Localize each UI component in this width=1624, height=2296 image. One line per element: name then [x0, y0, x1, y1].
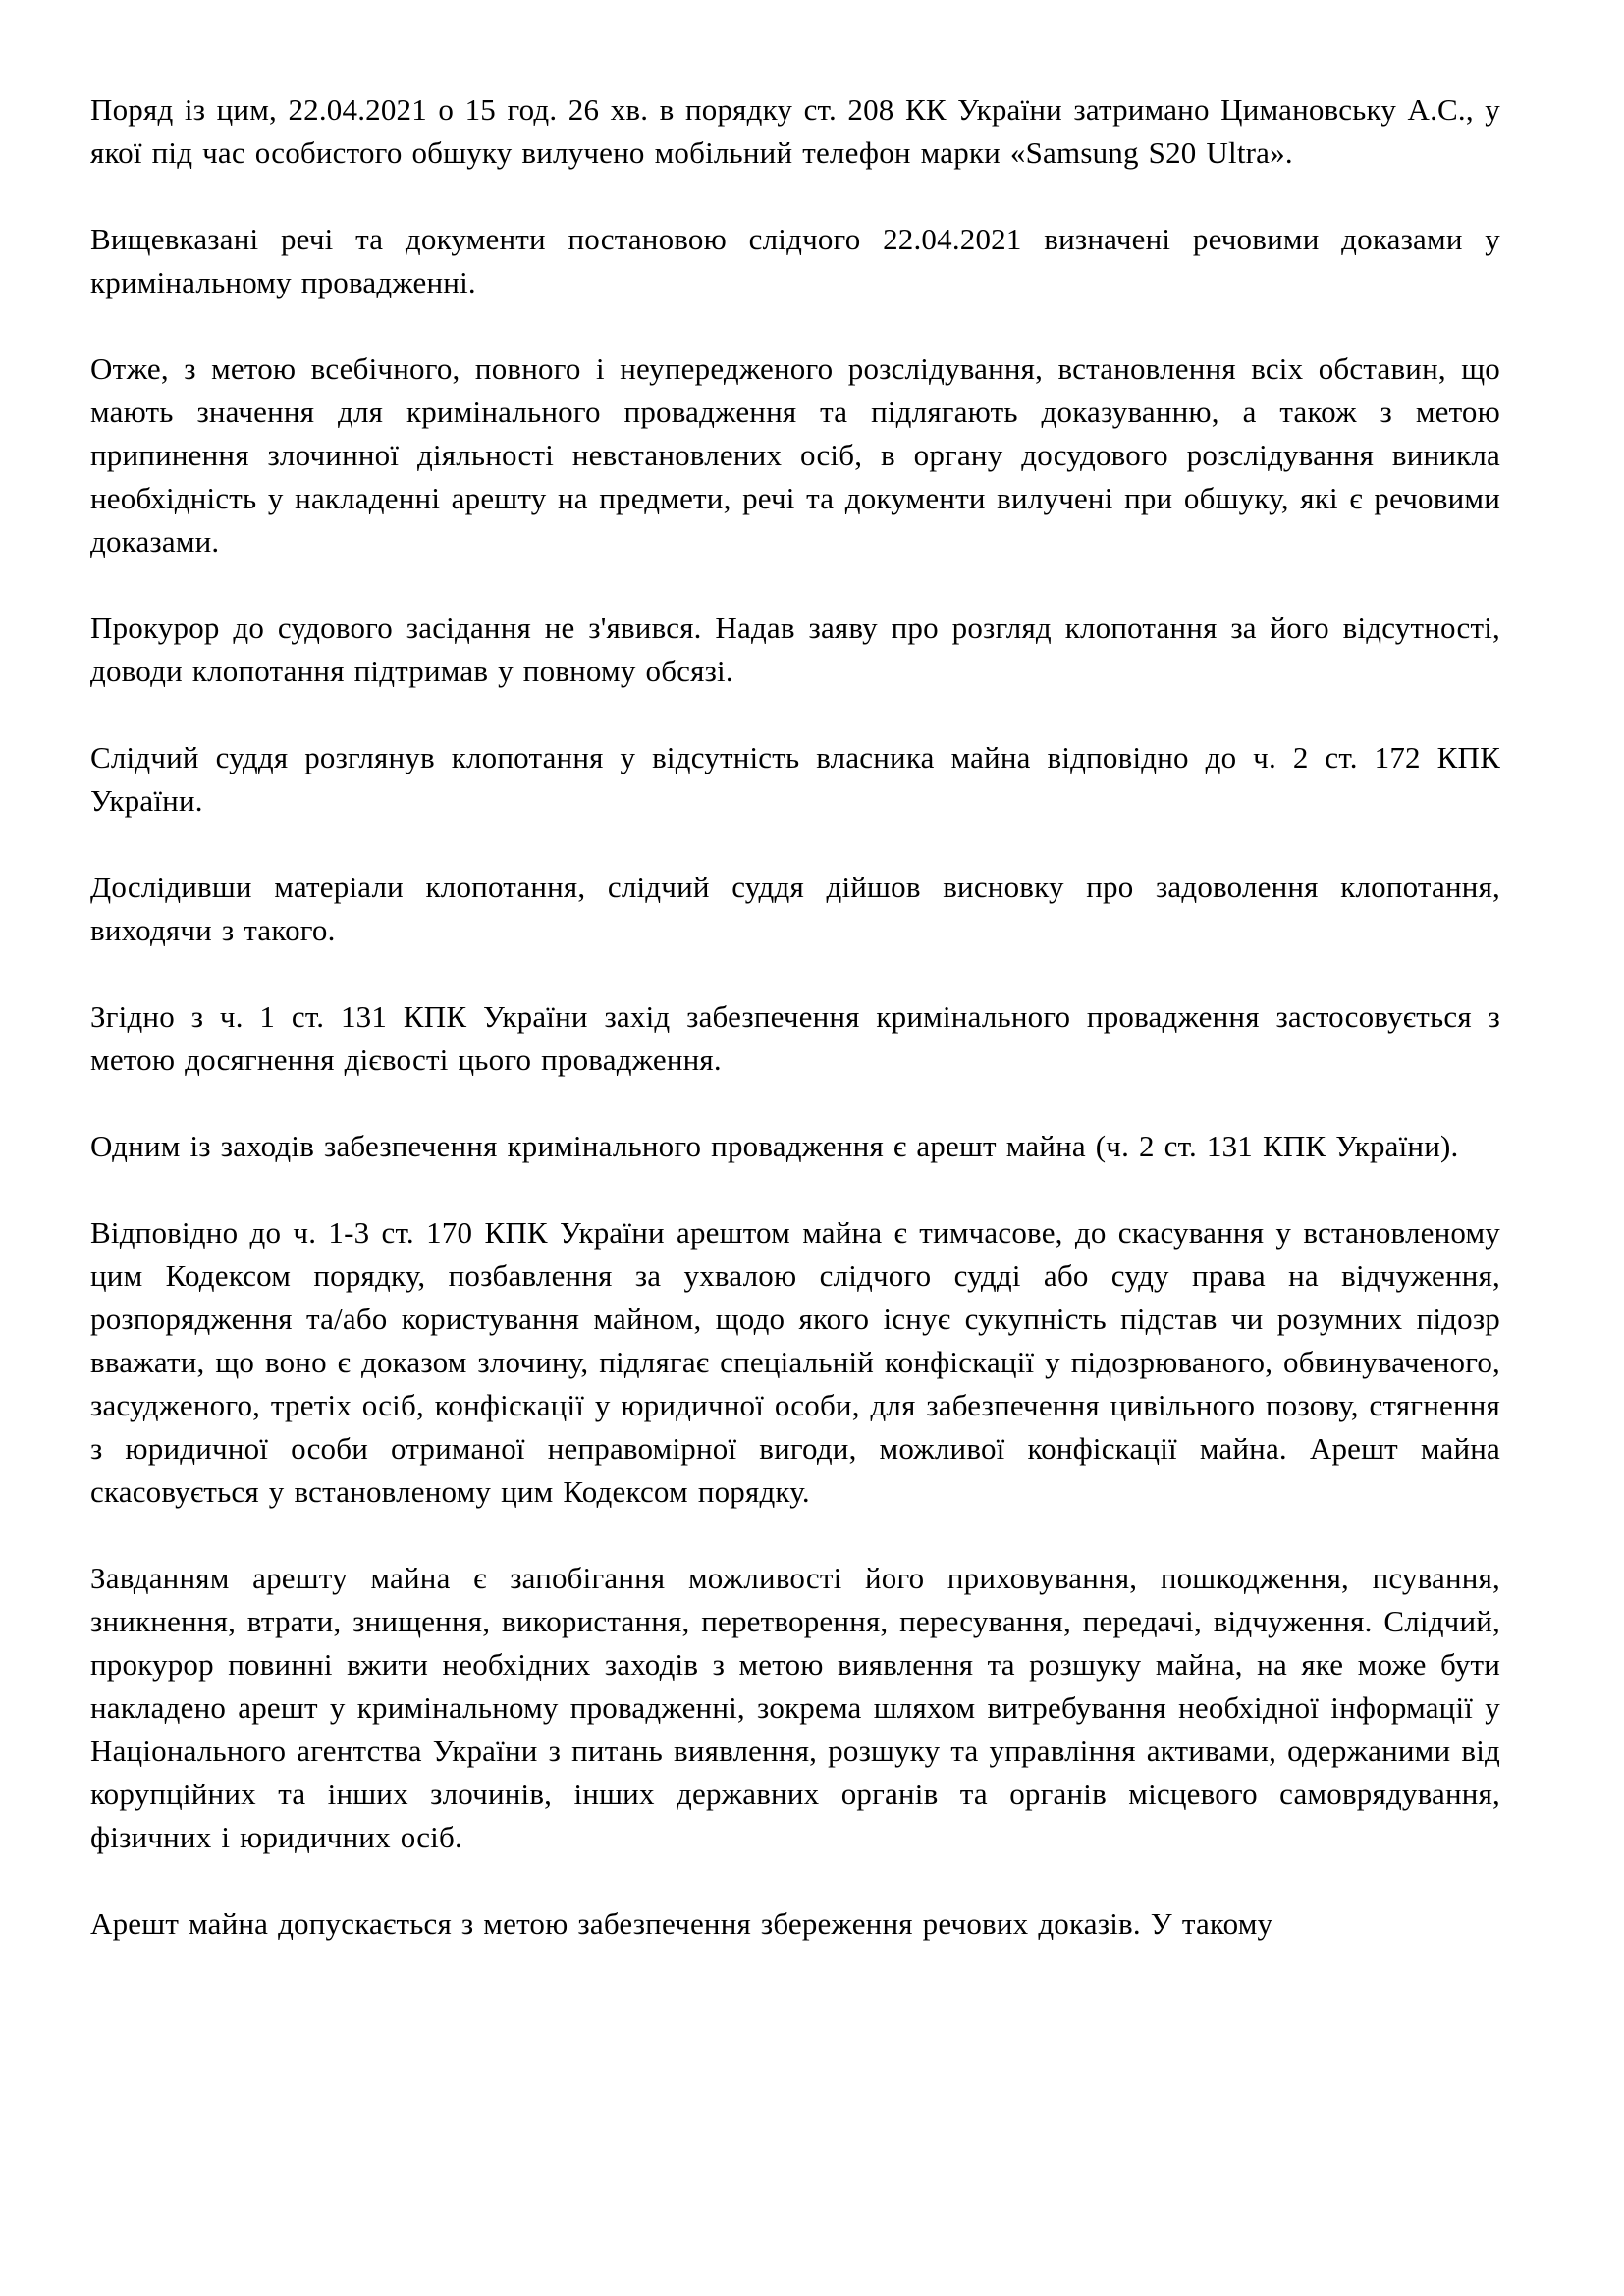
paragraph-arrest-purpose: Завданням арешту майна є запобігання можливості його приховування, пошкодження, псування, зникнення, втрати, знищення, використання, перетворення, пересування, передачі, відчуження. Слідчий, прокурор повинні вжити необхідних заходів з метою виявлення та розшуку майна, на яке може бути накладено арешт у кримінальному провадженні, зокрема шляхом витребування необхідної інформації у Національного агентства України з питань виявлення, розшуку та управління активами, одержаними від корупційних та інших злочинів, інших державних органів та органів місцевого самоврядування, фізичних і юридичних осіб.: [90, 1561, 1500, 1854]
paragraph-detention: Поряд із цим, 22.04.2021 о 15 год. 26 хв. в порядку ст. 208 КК України затримано Цимановську А.С., у якої під час особистого обшуку вилучено мобільний телефон марки «Samsung S20 Ultra».: [90, 92, 1500, 170]
paragraph-arrest-admissibility: Арешт майна допускається з метою забезпечення збереження речових доказів. У такому: [90, 1906, 1273, 1941]
paragraph-article-131-part2: Одним із заходів забезпечення кримінального провадження є арешт майна (ч. 2 ст. 131 КПК України).: [90, 1129, 1459, 1163]
paragraph-article-170: Відповідно до ч. 1-3 ст. 170 КПК України арештом майна є тимчасове, до скасування у встановленому цим Кодексом порядку, позбавлення за ухвалою слідчого судді або суду права на відчуження, розпорядження та/або користування майном, щодо якого існує сукупність підстав чи розумних підозр вважати, що воно є доказом злочину, підлягає спеціальній конфіскації у підозрюваного, обвинуваченого, засудженого, третіх осіб, конфіскації у юридичної особи, для забезпечення цивільного позову, стягнення з юридичної особи отриманої неправомірної вигоди, можливої конфіскації майна. Арешт майна скасовується у встановленому цим Кодексом порядку.: [90, 1215, 1500, 1509]
paragraph-article-131-part1: Згідно з ч. 1 ст. 131 КПК України захід забезпечення кримінального провадження застосовується з метою досягнення дієвості цього провадження.: [90, 999, 1500, 1077]
paragraph-judge-conclusion: Дослідивши матеріали клопотання, слідчий суддя дійшов висновку про задоволення клопотання, виходячи з такого.: [90, 870, 1500, 947]
paragraph-judge-review: Слідчий суддя розглянув клопотання у відсутність власника майна відповідно до ч. 2 ст. 172 КПК України.: [90, 740, 1500, 818]
paragraph-prosecutor-absence: Прокурор до судового засідання не з'явився. Надав заяву про розгляд клопотання за його відсутності, доводи клопотання підтримав у повному обсязі.: [90, 611, 1500, 688]
paragraph-investigation-necessity: Отже, з метою всебічного, повного і неупередженого розслідування, встановлення всіх обставин, що мають значення для кримінального провадження та підлягають доказуванню, а також з метою припинення злочинної діяльності невстановлених осіб, в органу досудового розслідування виникла необхідність у накладенні арешту на предмети, речі та документи вилучені при обшуку, які є речовими доказами.: [90, 351, 1500, 559]
paragraph-evidence-designation: Вищевказані речі та документи постановою слідчого 22.04.2021 визначені речовими доказами у кримінальному провадженні.: [90, 222, 1500, 299]
